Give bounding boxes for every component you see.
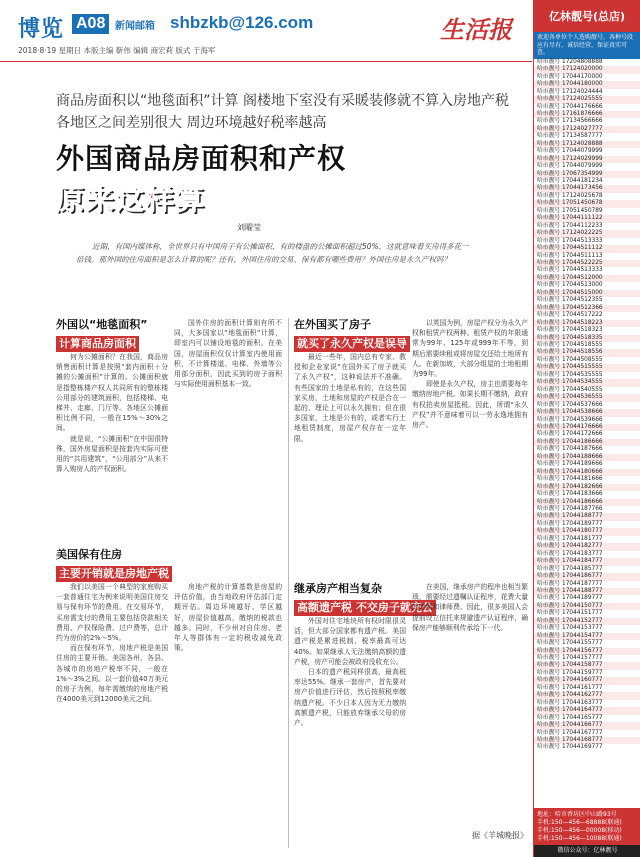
ad-number-row: 哈市靓号 17044535555 (537, 371, 603, 378)
section-heading-bottom: 主要开销就是房地产税 (56, 566, 172, 582)
ad-number-row: 哈市靓号 17044512000 (534, 275, 640, 282)
paragraph: 最近一些年，国内总有专家、教授和企业家说“在国外买了房子就买了永久产权”，这种说法并不准确。有些国家的土地是私有的，在这些国家买房，土地和房屋的产权是合在一起的，理论上可以永久拥有；但在很多国家，土地是公有的，或者实行土地租赁制度，房屋产权存在一定年限。 (294, 353, 406, 443)
ad-number-row: 哈市靓号 17204808888 (537, 58, 603, 65)
ad-number-row: 哈市靓号 17044186666 (534, 439, 640, 446)
ad-number-row: 哈市靓号 17044189666 (537, 461, 603, 468)
ad-number-row: 哈市靓号 17044522225 (534, 260, 640, 267)
page-code: A08 (72, 14, 109, 34)
article-abstract: 近期，有国内媒体称，全世界只有中国房子有公摊面积，有的楼盘的公摊面积超过50%，这就意味着买房得多花一倍钱。那外国的住房面积是怎么计算的呢？还有，外国住房的交易、保有都有哪些费用？外国住房是永久产权吗？ (76, 242, 469, 264)
ad-number-row: 哈市靓号 17044184777 (534, 558, 640, 565)
ad-number-row: 哈市靓号 17044160777 (534, 677, 640, 684)
section-4-column-b (412, 582, 528, 826)
paragraph: 何为公摊面积？在我国，商品房销售面积计算是按照“套内面积＋分摊的公摊面积”计算的。公摊面积就是指整栋楼产权人共同所有的整栋楼公用部分的建筑面积，包括楼梯、电梯井、走廊、门厅等。各地区公摊面积比例不同，一般在15%～30%之间。 (56, 353, 168, 433)
ad-number-row: 哈市靓号 17044537666 (537, 401, 603, 408)
ad-footer-last: 微信公众号：亿林靓号 (534, 845, 640, 857)
ad-number-row: 哈市靓号 17044517222 (537, 312, 603, 319)
section-brand: 博览 (18, 16, 65, 42)
ad-number-row: 哈市靓号 17044513333 (537, 237, 603, 244)
ad-number-row: 哈市靓号 17124024444 (537, 88, 603, 95)
ad-number-row: 哈市靓号 17044172666 (537, 431, 603, 438)
ad-number-row: 哈市靓号 17044079999 (537, 163, 603, 170)
ad-number-row: 哈市靓号 17044181777 (537, 535, 603, 542)
article-title: 外国商品房面积和产权 (56, 142, 347, 175)
ad-number-row: 哈市靓号 17044176666 (537, 103, 603, 110)
ad-number-row: 哈市靓号 17044168777 (534, 737, 640, 744)
ad-number-row: 哈市靓号 17044539666 (537, 416, 603, 423)
ad-number-row: 哈市靓号 17044512355 (537, 297, 603, 304)
section-heading-bottom: 高额遗产税 不交房子就充公 (294, 600, 436, 616)
section-heading-top: 继承房产相当复杂 (294, 582, 382, 595)
section-heading-2 (56, 548, 172, 582)
ad-number-row: 哈市靓号 17051450678 (534, 200, 640, 207)
newspaper-logo: 生活报 (440, 15, 512, 44)
ad-footer-line: 手机:150—456—00008(移动) (537, 827, 622, 834)
ad-number-row: 哈市靓号 17044165777 (537, 714, 603, 721)
ad-number-row: 哈市靓号 17044511112 (534, 245, 640, 252)
ad-number-row: 哈市靓号 17044166777 (534, 722, 640, 729)
ad-number-row: 哈市靓号 17044515000 (534, 290, 640, 297)
ad-number-row: 哈市靓号 17124029999 (534, 156, 640, 163)
section-heading-top: 在外国买了房子 (294, 318, 371, 331)
ad-number-row: 哈市靓号 17044188777 (534, 513, 640, 520)
email-label: 新闻邮箱 (115, 21, 155, 32)
ad-number-row: 哈市靓号 17134566666 (537, 118, 603, 125)
ad-number-row: 哈市靓号 17044518335 (534, 335, 640, 342)
ad-number-row: 哈市靓号 17044162777 (534, 692, 640, 699)
ad-number-row: 哈市靓号 17044155777 (537, 640, 603, 647)
ad-number-row: 哈市靓号 17124022225 (534, 230, 640, 237)
ad-number-row: 哈市靓号 17044512366 (534, 305, 640, 312)
paragraph: 就是说，“公摊面积”在中国很特殊，国外房屋面积是按套内实际可使用的“共用建筑”，“公用部分”从来不算入购房人的产权面积。 (56, 434, 168, 474)
ad-number-list (534, 59, 640, 752)
ad-intro: 欢迎各单位个人选购靓号，各种号段应有尽有，诚信经营，保证真实可查。 (534, 32, 640, 59)
ad-title: 亿林靓号(总店) (534, 0, 640, 32)
ad-number-row: 哈市靓号 17044173456 (534, 185, 640, 192)
paragraph: 我们以美国一个典型的家庭购买一套普通住宅为例来说明美国住房交易与保有环节的费用。在交易环节，买房需支付的费用主要包括贷款相关费用、产权保险费、过户费等，总计约为房价的2%～5%。 (56, 583, 168, 643)
ad-number-row: 哈市靓号 17161876666 (534, 111, 640, 118)
ad-number-row: 哈市靓号 17044513000 (537, 282, 603, 289)
ad-number-row: 哈市靓号 17044186777 (534, 573, 640, 580)
ad-number-row: 哈市靓号 17044187777 (537, 580, 603, 587)
section-2-column-b (174, 582, 282, 850)
ad-number-row: 哈市靓号 17044163777 (537, 699, 603, 706)
paragraph: 即使是永久产权，房主也需要每年缴纳房地产税。如果长期不缴纳，政府有权拍卖房屋抵税。因此，所谓“永久产权”并不意味着可以一劳永逸地拥有房产。 (412, 380, 528, 430)
ad-number-row: 哈市靓号 17124025678 (537, 192, 603, 199)
paragraph: 日本的遗产税同样很高，最高税率达55%。继承一套房产，首先要对房产价值进行评估，然后按照税率缴纳遗产税。不少日本人因为无力缴纳高额遗产税，只能放弃继承父母的房产。 (294, 668, 406, 728)
ad-number-row: 哈市靓号 17044187666 (537, 446, 603, 453)
section-heading-3 (294, 318, 410, 352)
ad-number-row: 哈市靓号 17044186666 (534, 499, 640, 506)
ad-number-row: 哈市靓号 17067354999 (534, 171, 640, 178)
ad-number-row: 哈市靓号 17044518323 (537, 327, 603, 334)
ad-number-row: 哈市靓号 17044157777 (537, 655, 603, 662)
ad-number-row: 哈市靓号 17044180666 (534, 469, 640, 476)
ad-number-row: 哈市靓号 17044158777 (534, 662, 640, 669)
ad-footer-line: 手机:150—456—10088(联通) (537, 835, 622, 842)
ad-number-row: 哈市靓号 17124027777 (534, 126, 640, 133)
contact-email: shbzkb@126.com (170, 13, 314, 32)
ad-number-row: 哈市靓号 17124028888 (534, 141, 640, 148)
column-divider (288, 318, 289, 848)
section-1-column-a (56, 352, 168, 538)
ad-number-row: 哈市靓号 17044156777 (534, 648, 640, 655)
article-deck: 商品房面积以“地毯面积”计算 阁楼地下室没有采暖装修就不算入房地产税各地区之间差别很大 周边环境越好税率越高 (56, 93, 509, 131)
ad-number-row: 哈市靓号 17044518556 (534, 349, 640, 356)
ad-number-row: 哈市靓号 17044181234 (537, 178, 603, 185)
ad-number-row: 哈市靓号 17124020000 (534, 66, 640, 73)
ad-number-row: 哈市靓号 17044167777 (537, 729, 603, 736)
ad-number-row: 哈市靓号 17044182666 (534, 484, 640, 491)
ad-number-row: 哈市靓号 17044169777 (537, 744, 603, 751)
section-heading-bottom: 就买了永久产权是误导 (294, 336, 410, 352)
ad-number-row: 哈市靓号 17044518223 (534, 320, 640, 327)
ad-number-row: 哈市靓号 17044508555 (537, 356, 603, 363)
article-byline: 刘曜莹 (237, 223, 261, 232)
ad-number-row: 哈市靓号 17044518555 (537, 342, 603, 348)
ad-number-row: 哈市靓号 17044150777 (534, 603, 640, 610)
ad-number-row: 哈市靓号 17044182777 (534, 543, 640, 550)
ad-number-row: 哈市靓号 17044176666 (534, 424, 640, 431)
paragraph: 外国对住宅地块所有权时限很灵活，但大部分国家都有遗产税。美国遗产税是累进税制，税率最高可达40%。如果继承人无法缴纳高额的遗产税，房产可能会被政府没收充公。 (294, 617, 406, 666)
paragraph: 国外住房的面积计算则有所不同，大多国家以“地毯面积”计算，即室内可以铺设地毯的面积。在美国，房屋面积仅仅计算室内使用面积，不计算楼道、电梯、外墙等公用部分面积，因此买到的房子面积与实际使用面积基本一致。 (174, 319, 282, 389)
ad-number-row: 哈市靓号 17044161777 (537, 684, 603, 691)
dateline: 2018·8·19 星期日 本版主编 靳伟 编辑 商宏莉 版式 于海军 (18, 46, 216, 55)
ad-number-row: 哈市靓号 17044189777 (537, 520, 603, 527)
section-3-column-a (294, 352, 406, 574)
paragraph: 而在保有环节，房地产税是美国住房的主要开销。美国各州、各县、各城市的房地产税率不同，一般在1%～3%之间。以一套价值40万美元的房子为例，每年需缴纳的房地产税在4000美元到12000美元之间。 (56, 644, 168, 704)
ad-number-row: 哈市靓号 17044183777 (537, 550, 603, 557)
ad-number-row: 哈市靓号 17044164777 (534, 707, 640, 714)
ad-number-row: 哈市靓号 17044189777 (537, 595, 603, 602)
ad-number-row: 哈市靓号 17044536555 (534, 394, 640, 401)
ad-number-row: 哈市靓号 17044180777 (534, 528, 640, 535)
page-header (0, 0, 532, 62)
ad-footer-line: 地址：哈市香坊区中山路93号 (537, 811, 617, 818)
paragraph: 以英国为例，房屋产权分为永久产权和租赁产权两种。租赁产权的年限通常为99年、125年或999年不等，到期后需要续租或将房屋交还给土地所有人。在新加坡，大部分组屋的土地租期为99年。 (412, 319, 528, 379)
ad-number-row: 哈市靓号 17051450789 (537, 207, 603, 214)
ad-number-row: 哈市靓号 17044183666 (537, 491, 603, 498)
section-heading-top: 外国以“地毯面积” (56, 318, 148, 331)
ad-number-row: 哈市靓号 17134587777 (537, 133, 603, 140)
classified-ad-column (533, 0, 640, 857)
section-heading-top: 美国保有住房 (56, 548, 122, 561)
ad-number-row: 哈市靓号 17044079999 (537, 148, 603, 155)
article-subtitle: 原来这样算 (56, 183, 207, 216)
ad-number-row: 哈市靓号 17044534555 (534, 379, 640, 386)
article-source: 据《羊城晚报》 (472, 831, 528, 840)
ad-number-row: 哈市靓号 17044154777 (534, 633, 640, 640)
section-heading-1 (56, 318, 147, 352)
paragraph: 在美国，继承房产的程序也相当繁琐，需要经过遗嘱认证程序，花费大量的时间和律师费。因此，很多美国人会提前设立信托来规避遗产认证程序，确保房产能够顺利传承给下一代。 (412, 583, 528, 632)
ad-number-row: 哈市靓号 17044151777 (537, 610, 603, 617)
ad-number-row: 哈市靓号 17044112233 (537, 222, 603, 229)
ad-number-row: 哈市靓号 17044159777 (537, 669, 603, 676)
ad-number-row: 哈市靓号 17044515555 (534, 364, 640, 371)
ad-number-row: 哈市靓号 17044180000 (534, 81, 640, 88)
ad-number-row: 哈市靓号 17044511113 (537, 252, 603, 259)
section-1-column-b (174, 318, 282, 538)
ad-number-row: 哈市靓号 17044538666 (534, 409, 640, 416)
ad-number-row: 哈市靓号 17044181666 (537, 476, 603, 483)
ad-number-row: 哈市靓号 17044153777 (537, 625, 603, 632)
ad-number-row: 哈市靓号 17044111122 (534, 215, 640, 222)
ad-footer-line: 手机:150—456—68888(联通) (537, 819, 622, 826)
section-2-column-a (56, 582, 168, 850)
paragraph: 房地产税的计算基数是房屋的评估价值，由当地政府评估部门定期评估。周边环境越好、学区越好，房屋价值越高，缴纳的税款也越多。同时，不少州对自住房、老年人等群体有一定的税收减免政策。 (174, 583, 282, 653)
ad-number-row: 哈市靓号 17124025555 (534, 96, 640, 103)
ad-number-row: 哈市靓号 17044513333 (537, 267, 603, 274)
ad-number-row: 哈市靓号 17044170000 (537, 73, 603, 80)
section-3-column-b (412, 318, 528, 574)
section-heading-bottom: 计算商品房面积 (56, 336, 139, 352)
ad-number-row: 哈市靓号 17044187766 (537, 505, 603, 512)
ad-number-row: 哈市靓号 17044152777 (534, 618, 640, 625)
ad-number-row: 哈市靓号 17044188666 (534, 454, 640, 461)
ad-number-row: 哈市靓号 17044188777 (534, 588, 640, 595)
ad-number-row: 哈市靓号 17044540555 (537, 386, 603, 393)
section-4-column-a (294, 616, 406, 850)
ad-footer (534, 808, 640, 857)
ad-number-row: 哈市靓号 17044185777 (537, 565, 603, 572)
